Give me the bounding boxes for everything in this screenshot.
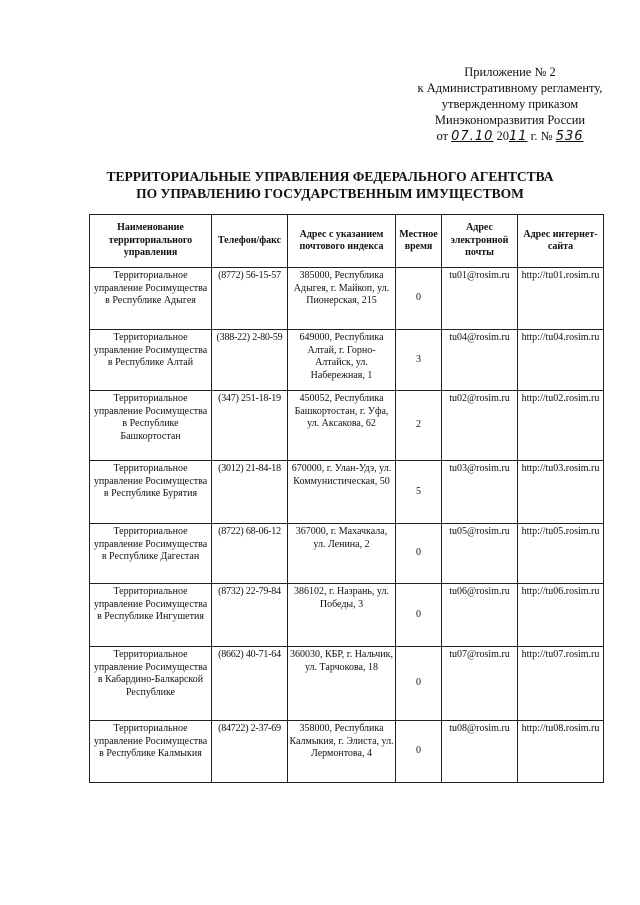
- cell-name: Территориальное управление Росимущества в Республике Дагестан: [90, 524, 212, 584]
- header-website: Адрес интернет-сайта: [518, 215, 604, 268]
- order-date-line: [400, 128, 620, 145]
- handwritten-year: 11: [509, 129, 528, 144]
- cell-name: Территориальное управление Росимущества в Республике Калмыкия: [90, 721, 212, 783]
- cell-phone: (8772) 56-15-57: [212, 268, 288, 330]
- cell-phone: (84722) 2-37-69: [212, 721, 288, 783]
- table-row: [90, 330, 604, 391]
- appendix-line-3: утвержденному приказом: [441, 97, 579, 111]
- cell-address: 358000, Республика Калмыкия, г. Элиста, ул. Лермонтова, 4: [288, 721, 396, 783]
- handwritten-order-number: 536: [555, 129, 584, 144]
- cell-address: 385000, Республика Адыгея, г. Майкоп, ул. Пионерская, 215: [288, 268, 396, 330]
- date-prefix: от: [436, 129, 449, 143]
- table-row: [90, 524, 604, 584]
- offices-table: [89, 214, 604, 783]
- cell-website: http://tu06.rosim.ru: [518, 584, 604, 647]
- cell-local-time: 0: [396, 647, 442, 721]
- table-row: [90, 391, 604, 461]
- cell-name: Территориальное управление Росимущества в Республике Башкортостан: [90, 391, 212, 461]
- header-phone: Телефон/факс: [212, 215, 288, 268]
- cell-email: tu08@rosim.ru: [442, 721, 518, 783]
- table-row: [90, 461, 604, 524]
- table-header-row: [90, 215, 604, 268]
- cell-website: http://tu07.rosim.ru: [518, 647, 604, 721]
- cell-address: 649000, Республика Алтай, г. Горно-Алтайск, ул. Набережная, 1: [288, 330, 396, 391]
- cell-address: 360030, КБР, г. Нальчик, ул. Тарчокова, 18: [288, 647, 396, 721]
- cell-email: tu06@rosim.ru: [442, 584, 518, 647]
- header-address: Адрес с указанием почтового индекса: [288, 215, 396, 268]
- appendix-line-1: Приложение № 2: [464, 65, 556, 79]
- cell-local-time: 3: [396, 330, 442, 391]
- cell-phone: (8662) 40-71-64: [212, 647, 288, 721]
- table-row: [90, 268, 604, 330]
- handwritten-date: 07.10: [451, 129, 494, 144]
- table-row: [90, 647, 604, 721]
- cell-email: tu01@rosim.ru: [442, 268, 518, 330]
- cell-name: Территориальное управление Росимущества в Республике Ингушетия: [90, 584, 212, 647]
- cell-local-time: 0: [396, 524, 442, 584]
- cell-website: http://tu02.rosim.ru: [518, 391, 604, 461]
- cell-local-time: 0: [396, 268, 442, 330]
- cell-name: Территориальное управление Росимущества в Республике Алтай: [90, 330, 212, 391]
- cell-email: tu02@rosim.ru: [442, 391, 518, 461]
- cell-address: 386102, г. Назрань, ул. Победы, 3: [288, 584, 396, 647]
- appendix-line-4: Минэкономразвития России: [434, 113, 586, 127]
- cell-local-time: 2: [396, 391, 442, 461]
- appendix-block: [400, 64, 620, 145]
- cell-phone: (347) 251-18-19: [212, 391, 288, 461]
- table-row: [90, 721, 604, 783]
- cell-website: http://tu03.rosim.ru: [518, 461, 604, 524]
- cell-email: tu04@rosim.ru: [442, 330, 518, 391]
- header-name: Наименование территориального управления: [90, 215, 212, 268]
- cell-phone: (8722) 68-06-12: [212, 524, 288, 584]
- document-title: [60, 168, 600, 202]
- cell-website: http://tu01.rosim.ru: [518, 268, 604, 330]
- date-middle: 20: [496, 129, 509, 143]
- cell-email: tu05@rosim.ru: [442, 524, 518, 584]
- cell-phone: (388-22) 2-80-59: [212, 330, 288, 391]
- title-line-1: ТЕРРИТОРИАЛЬНЫЕ УПРАВЛЕНИЯ ФЕДЕРАЛЬНОГО АГЕНТСТВА: [106, 169, 554, 184]
- cell-address: 367000, г. Махачкала, ул. Ленина, 2: [288, 524, 396, 584]
- cell-address: 450052, Республика Башкортостан, г. Уфа, ул. Аксакова, 62: [288, 391, 396, 461]
- cell-local-time: 5: [396, 461, 442, 524]
- cell-name: Территориальное управление Росимущества в Кабардино-Балкарской Республике: [90, 647, 212, 721]
- cell-email: tu03@rosim.ru: [442, 461, 518, 524]
- cell-phone: (8732) 22-79-84: [212, 584, 288, 647]
- cell-website: http://tu04.rosim.ru: [518, 330, 604, 391]
- cell-name: Территориальное управление Росимущества в Республике Бурятия: [90, 461, 212, 524]
- cell-address: 670000, г. Улан-Удэ, ул. Коммунистическая, 50: [288, 461, 396, 524]
- table-row: [90, 584, 604, 647]
- date-suffix: г. №: [530, 129, 553, 143]
- cell-local-time: 0: [396, 721, 442, 783]
- cell-website: http://tu08.rosim.ru: [518, 721, 604, 783]
- cell-name: Территориальное управление Росимущества в Республике Адыгея: [90, 268, 212, 330]
- cell-local-time: 0: [396, 584, 442, 647]
- header-local-time: Местное время: [396, 215, 442, 268]
- appendix-line-2: к Административному регламенту,: [417, 81, 603, 95]
- cell-website: http://tu05.rosim.ru: [518, 524, 604, 584]
- title-line-2: ПО УПРАВЛЕНИЮ ГОСУДАРСТВЕННЫМ ИМУЩЕСТВОМ: [136, 186, 524, 201]
- header-email: Адрес электронной почты: [442, 215, 518, 268]
- cell-phone: (3012) 21-84-18: [212, 461, 288, 524]
- cell-email: tu07@rosim.ru: [442, 647, 518, 721]
- table-body: [90, 268, 604, 783]
